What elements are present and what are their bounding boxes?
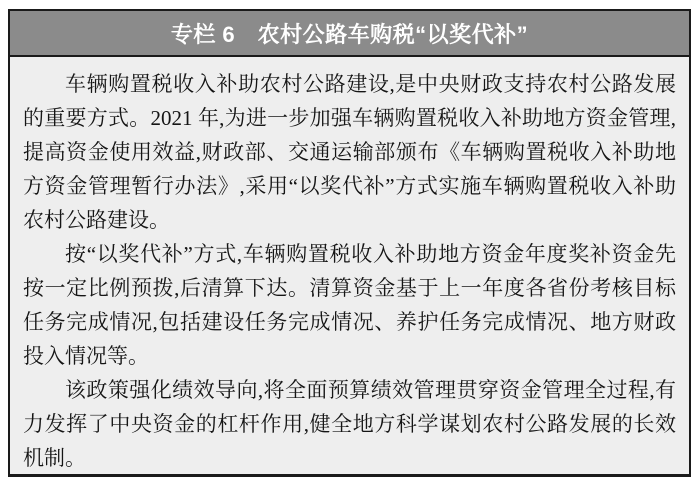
column-box-title: 专栏 6 农村公路车购税“以奖代补” <box>170 21 529 47</box>
paragraph-2: 按“以奖代补”方式,车辆购置税收入补助地方资金年度奖补资金先按一定比例预拨,后清算下达。清算资金基于上一年度各省份考核目标任务完成情况,包括建设任务完成情况、养护任务完成情况、地方财政投入情况等。 <box>23 242 676 368</box>
column-box <box>8 9 691 477</box>
paragraph-1: 车辆购置税收入补助农村公路建设,是中央财政支持农村公路发展的重要方式。2021 年,为进一步加强车辆购置税收入补助地方资金管理,提高资金使用效益,财政部、交通运输部颁布《车辆购置税收入补助地方资金管理暂行办法》,采用“以奖代补”方式实施车辆购置税收入补助农村公路建设。 <box>23 72 676 232</box>
column-box-body <box>10 57 689 475</box>
column-box-header <box>10 11 689 57</box>
paragraph-3: 该政策强化绩效导向,将全面预算绩效管理贯穿资金管理全过程,有力发挥了中央资金的杠杆作用,健全地方科学谋划农村公路发展的长效机制。 <box>23 378 676 470</box>
